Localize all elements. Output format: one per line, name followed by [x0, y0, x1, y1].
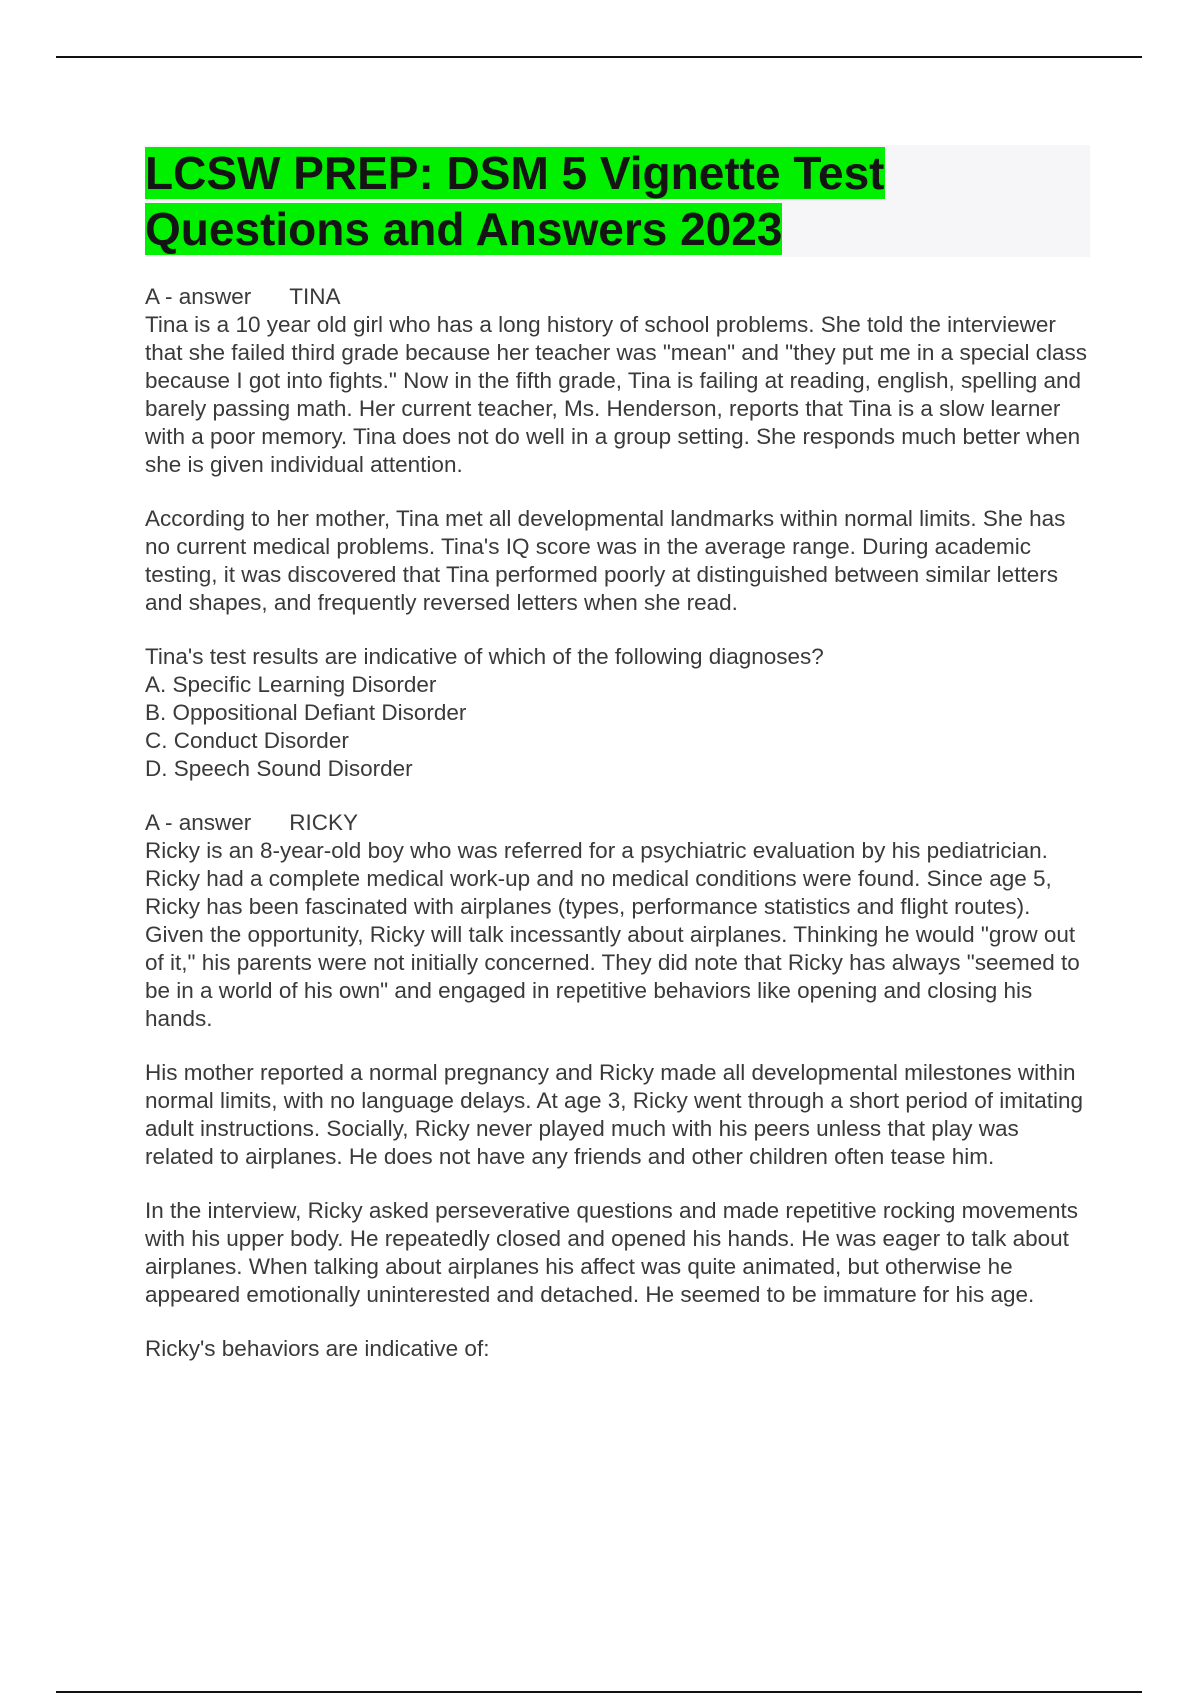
question-text: Ricky's behaviors are indicative of:: [145, 1336, 490, 1361]
top-rule: [56, 56, 1142, 58]
page-title-line-1: LCSW PREP: DSM 5 Vignette Test: [145, 147, 885, 199]
vignette-name: RICKY: [289, 810, 359, 835]
answer-header: [145, 283, 1090, 311]
option-item: C. Conduct Disorder: [145, 728, 349, 753]
page-title-line-2: Questions and Answers 2023: [145, 203, 783, 255]
document-body: [145, 145, 1090, 1363]
vignette-paragraph: According to her mother, Tina met all developmental landmarks within normal limits. She has no current medical problems. Tina's IQ score was in the average range. During academic testing, it was discovered that Tina performed poorly at distinguished between similar letters and shapes, and frequently reversed letters when she read.: [145, 506, 1066, 615]
answer-options: [145, 671, 1090, 783]
vignette-tina: [145, 283, 1090, 783]
option-item: B. Oppositional Defiant Disorder: [145, 700, 467, 725]
vignette-ricky: [145, 809, 1090, 1363]
vignette-paragraph: In the interview, Ricky asked perseverative questions and made repetitive rocking movements with his upper body. He repeatedly closed and opened his hands. He was eager to talk about airplanes. When talking about airplanes his affect was quite animated, but otherwise he appeared emotionally uninterested and detached. He seemed to be immature for his age.: [145, 1198, 1078, 1307]
page-title: [145, 145, 1090, 257]
answer-label: A - answer: [145, 284, 252, 309]
vignette-paragraph: His mother reported a normal pregnancy and Ricky made all developmental milestones within normal limits, with no language delays. At age 3, Ricky went through a short period of imitating adult instructions. Socially, Ricky never played much with his peers unless that play was related to airplanes. He does not have any friends and other children often tease him.: [145, 1060, 1083, 1169]
question-text: Tina's test results are indicative of which of the following diagnoses?: [145, 644, 824, 669]
bottom-rule: [56, 1691, 1142, 1693]
option-item: A. Specific Learning Disorder: [145, 672, 437, 697]
vignette-paragraph: Tina is a 10 year old girl who has a long history of school problems. She told the interviewer that she failed third grade because her teacher was "mean" and "they put me in a special class because I got into fights." Now in the fifth grade, Tina is failing at reading, english, spelling and barely passing math. Her current teacher, Ms. Henderson, reports that Tina is a slow learner with a poor memory. Tina does not do well in a group setting. She responds much better when she is given individual attention.: [145, 312, 1088, 477]
answer-label: A - answer: [145, 810, 252, 835]
answer-header: [145, 809, 1090, 837]
option-item: D. Speech Sound Disorder: [145, 756, 413, 781]
title-block: [145, 145, 1090, 257]
vignette-name: TINA: [289, 284, 341, 309]
vignette-paragraph: Ricky is an 8-year-old boy who was referred for a psychiatric evaluation by his pediatrician. Ricky had a complete medical work-up and no medical conditions were found. Since age 5, Ricky has been fascinated with airplanes (types, performance statistics and flight routes). Given the opportunity, Ricky will talk incessantly about airplanes. Thinking he would "grow out of it," his parents were not initially concerned. They did note that Ricky has always "seemed to be in a world of his own" and engaged in repetitive behaviors like opening and closing his hands.: [145, 838, 1080, 1031]
